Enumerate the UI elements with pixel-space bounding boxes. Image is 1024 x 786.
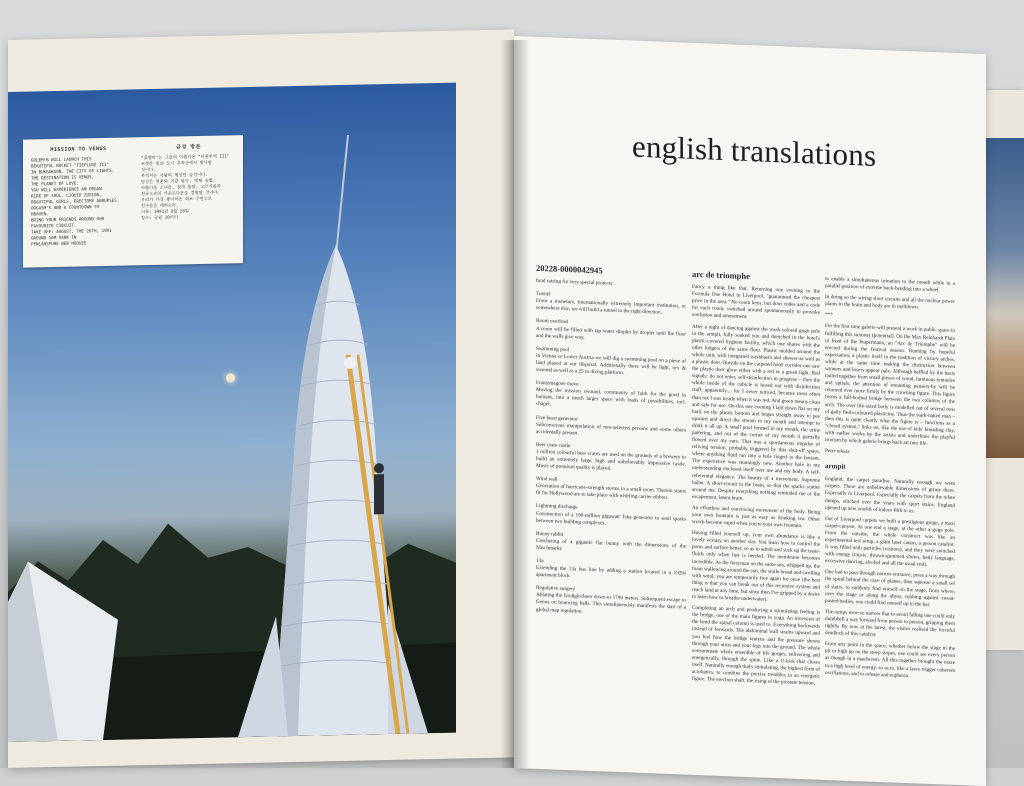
entry-title: Frantzmagone move [536,379,579,388]
entry-body: Crocheting of a gigantic flat bunny with the dimensions of the Naschmarkt. [536,537,686,552]
paragraph: The ramps were so narrow that to avoid falling one could only dumbbell a way forward from person to person, gripping them tightly. By now at the latest, the visitor realised the forceful deadlock of this catalyst. [825,608,955,639]
entry-title: Bunny rabbit [536,530,564,538]
column-subheading: armpit [825,462,846,471]
entry-title: Tunnel [536,291,551,298]
note-line-korean: 당신은 영혼의 기관 탑승, 액체 융합, [141,177,216,185]
note-line: RIDE OF SOUL, LIQUID ZUSION, [31,192,102,199]
text-column-arc [692,268,821,692]
project-entry [536,476,686,503]
mission-note-card [23,135,243,268]
note-line: IN BUKGAKSON, THE CITY OF LIGHTS, [31,167,115,175]
adjacent-book-photo [986,138,1024,458]
note-line-korean: "콜렘비"는 그들의 아름다운 "티플루게 III" [141,153,230,161]
project-entry [536,558,686,585]
paragraph: Out of Liverpool carpets we built a prestigious gorge, a maxi carpet-canyon. At one end a stage, at the other a gogo pole. From the outside, the whole construct was like an experimental test setup, a giant laser canon, a person catalyst. It was filled with particles (visitors), and they were switched with energy (music, thrown-gummed shows, body language, excessive dancing, alcohol and all the usual rest). [825,515,955,569]
paragraph: Completing an arch and producing a stimulating feeling is the bridge, one of the main figures in yoga. An inversion of the bend the spinal column is used to. Everything backwards instead of forwards. The abdominal wall strains upward and you feel how the bridge tautens and the pressure shoots through your arms and your legs into the ground. The whole consummate whole ensemble of life gorges, enlivening and energetically, through the spine. Like a U-lock that closes itself. Naturally enough that's stimulating, the highest form of acrobatics, to combine the precise trembles in an energetic figure. The erection shaft, the rising of the prostate tension, [692,604,821,687]
note-line-korean: 목적지는 사랑의 행성인 금성이다. [141,171,208,179]
note-line: BEAUTIFUL GIRLS, ERECTOMY ABRUPSES, [31,197,120,205]
paragraph: From any point in the space, whether below the stage in the pit or high up on the steep slopes, one could see every person as though in a maelstrom. All this together brought the maze to a high level of energy, so as to, like a laser, trigger coherent oscillations, and to release and euphoria. [825,641,955,679]
project-entry [536,318,686,345]
note-line: PFNLARSPUHE NEW HOOUIE [31,240,87,247]
note-line-korean: 로켓을 빛의 도시 부칵손에서 발사할 [141,159,212,167]
paragraph: In doing so the wiring short circuits and all the nuclear power plants in the brain and body are in meltdown. [825,294,955,311]
note-line-korean: 장소: 공원 10미터 [141,214,178,221]
author-credit: Peter teksas [825,448,850,455]
note-heading: MISSION TO VENUS [50,145,107,154]
entry-title: Regulative surgery [536,585,576,593]
note-line: YOU WILL EXPERIENCE AN ORGAN [31,186,102,193]
entry-body: Generation of hurricane-strength storms in a small room. Therein stunts fit for Hollywood are to take place with whirling carrier ribbon. [536,483,686,502]
note-line-korean: 천국으로의 카운트다운을 경험할 것이다. [141,189,220,197]
project-entry [536,414,686,441]
paragraph: Fancy a thing like that. Returning one evening to the Formula One Hotel in Liverpool, "guaranteed the cheapest price in the area." No room keys, but door codes and a code for each room, switched around spontaneously to provoke confusion and amusement. [692,283,820,321]
note-line: HEAVEN. [31,211,49,217]
note-line-korean: 이륙: 1991년 8월 28일 [141,208,189,215]
note-line: FAVOURITE CIRCUIT. [31,222,77,229]
paragraph: England, the carpet paradise. Naturally enough we went carpets. There are unbelievable dimensions of grime there. Especially in Liverpool. Especially the carpets from the relate dumps, stitched over the years with spurt stains. England opened up new worlds of indoor filth to us. [825,476,955,515]
entry-body: Moving the mission swound, community of faith for the good in humans, into a much larger space with loads of possibilities, incl. chapel. [536,387,686,408]
note-line: BRING YOUR FRIENDS AROUND OUR [31,215,105,223]
note-line-korean: 우리가 가장 좋아하는 회로 주변으로 [141,195,212,203]
note-english [31,146,126,248]
column-heading: 20228-0000042945 [536,262,603,276]
book-gutter-shadow [500,40,530,768]
project-entry [536,503,686,530]
right-page [514,36,986,786]
project-entry [536,442,686,476]
text-column-projects [536,262,686,625]
text-column-armpit [825,276,955,686]
entry-body: Construction of a 100-million gigawatt Tsha generator to send sparks between two building complexes. [536,510,686,527]
entry-title: Lightning discharge [536,503,578,511]
note-line: THE DESTINATION IS VENUS, [31,174,95,181]
paragraph: For the first time galerie will present a work in public space in fulfilling this summer (potential). On the Max Reinhardt Platz in front of the Kupermann, an "Arc de Triomphe" will be erected during the festival season. Running by hopeful expectation, a plastic itself in the tradition of victory arches, while at the same time making the distinction between winners and losers appear pale. Although baffled by the basis nailed together from small pieces of wood, luminous tentacles and spirals, the attention of mounting pausers-by will be returned ever more firmly by the crowning figure. This figure forms a full-bodied bridge between the two columns of the arch. The over life-sized body is modelled out of several tons of gaily flesh-coloured plasticine. Thus the stark-naked man – then this is quite clearly what the figure is – functions as a "closed system," links on, like the use of kids' kneading clay, with earlier works by the artists and underlines the playful ironism by which galerie brings back art into life. [825,323,955,447]
entry-title: Five heart generator [536,414,578,422]
entry-title: Beer crate castle [536,441,571,449]
note-line: TAKE OFF: AUGUST, THE 28TH, 1991 [31,227,112,235]
white-tent-sculpture [8,539,128,742]
entry-body: 1 million colourful beer crates are used on the grounds of a brewery to build an extremely large, high and unbelievably impressive castle. Music of premium quality is played. [536,448,686,472]
paragraph: to enable a simultaneous urination to the mouth while in a parallel position of extreme back-bending into a wheel. [825,275,955,294]
note-line: ORGASM'S AND A COUNTDOWN TO [31,204,100,211]
entry-title: Wind wall [536,476,558,483]
entry-body: From a monetary, internationally extremely important institution, or somewhere else, we will build a tunnel in the right direction. [536,298,686,317]
note-line-korean: 것이다. [141,166,156,173]
project-entry [536,531,686,558]
project-entry [536,380,686,414]
entry-body: Extending the 13a bus line by adding a station located in a 1920s apartment block. [536,564,686,580]
section-divider: *** [825,312,833,319]
note-line: THE PLANET OF LOVE. [31,180,79,187]
project-entry [536,346,686,380]
note-heading-korean: 금성 방문 [176,143,201,151]
entry-body: Ablating the Großglockner down to 1790 meters. Subsequent escape to Genoa on bouncing balls. This simultaneously manifests the start of a global map regulation. [536,592,686,615]
entry-title: Swimming pool [536,345,570,353]
entry-body: A room will be filled with tap water droplet by droplet until the floor and the walls give way. [536,325,686,341]
column-intro: fund raising for very special projects: [536,277,614,287]
project-entry [536,291,686,318]
page-title: english translations [632,128,877,173]
entry-body: In Vienna or Lower Austria we will dig a swimming pool on a piece of land placed at our disposal. Additionally there will be light, sex & swound as well as a 25 m diving platform. [536,352,686,377]
paragraph: One had to pass through narrow entrance, press a way through the spiral behind the cave of planes, then squeeze a small set of stairs, to suddenly find oneself on the stage, from where, over the stage or along the abyss, rubbing against sweat-pasted bodies, one could find oneself up to the bar. [825,569,955,608]
entry-title: 13a [536,557,544,565]
entry-body: Subconscious manipulation of non-selected persons and some others accidentally present. [536,421,686,437]
project-entry [536,585,686,619]
paragraph: After a night of dancing against the wash-colored gogo pole in the armpit, fully soaked you and drenched in the hotel's plastic-covered hygiene facility, which one shares with the other lodgers of the same floor. Plastic molded around the whole unit, with integrated washbasin and shower as well as a plastic door. Outside on the carpeted hotel corridor one saw the plastic door glow either with a red or a green light. Red signals: do not enter, self-disinfection in progress – then the whole inside of the cubicle is hosed out with disinfection stuff, apparently.... for I never noticed, because most often than not I was inside when it was red. And green means clean and safe for use. On this one evening I laid down flat on my back on the plastic bottom and began straight away to pee upward and direct the stream to my mouth and attempt to drink it all up. A small pool formed in my mouth, the urine pattering, and out of the corner of my mouth it partially flowed over my ears. That was a spontaneous impulse of reliving tension, probably triggered by this shut-off space, where anything fluid ran into a hole tinged in the bottom. The experience was stunningly new. Another hole in my understanding enclosed itself over me and my body. A self-referential elegance. The beauty of a movement. Supreme ballet. A short-circuit in the brain, so that the sparks scatter around me. Despite everything nothing reminded me of the escapement, latent brain. [692,323,820,502]
paragraph: An effortless and convincing movement of the body. Being your own fountain is just as easy as drinking tea. Other words become vapid when you're your own fountain. [692,504,820,530]
entry-title: Room overload [536,318,569,326]
note-line: GOLEM!B WILL LAUNCH THIS [31,156,92,163]
column-heading: arc de triomphe [692,268,750,282]
note-line-korean: 친구들을 데려오라. [141,202,179,209]
note-korean [141,143,236,221]
note-line: GROUND 10M PARK IN [31,234,77,241]
note-line: BEAUTIFUL ROCKET "TIEFLUGE III" [31,161,110,169]
paragraph: Having filled yourself up, your own abundance is like a lovely ecstasy on another star. You learn how to control the pores and surface better, so as to admit and suck up the trans-fluids only when lust is needed. The membrane becomes incredible. As the ferryman on the same sea, whipped up, the foam wallowing around the sun, the smile broad and swelling with wind, you are temporarily free again for once (the best thing is that you can break out of this recursive system and reach land at any time, but since then I've gripped by a desire to learn how to breathe underwater). [692,530,820,603]
note-line-korean: 아름다운 소녀들, 절개 돌발, 오르가즘과 [141,183,221,191]
left-page [8,29,514,768]
